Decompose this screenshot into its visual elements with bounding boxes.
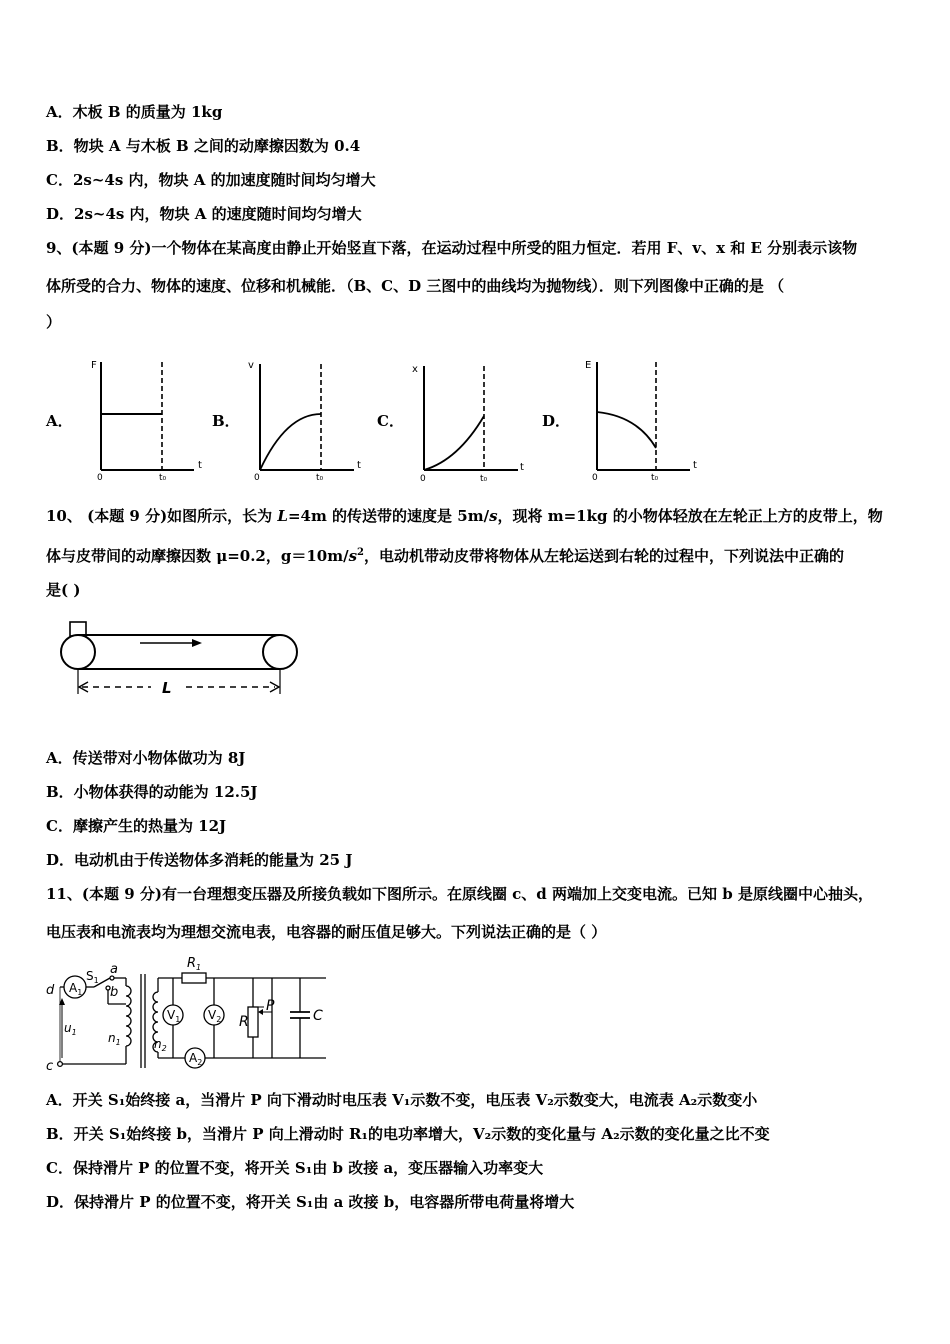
terminal-c-label: c [46, 1059, 54, 1074]
q11-option-b: B．开关 S₁始终接 b，当滑片 P 向上滑动时 R₁的电功率增大，V₂示数的变化量与 A₂示数的变化量之比不变 [46, 1125, 770, 1143]
terminal-a-label: a [110, 962, 118, 977]
resistor-r1-label: $R_1$ [187, 956, 202, 972]
q9-graph-c-yaxis: x [412, 364, 418, 375]
q9-graph-d-t0: t₀ [651, 473, 659, 482]
q9-graph-c-origin: 0 [420, 474, 426, 484]
capacitor-c-label: C [313, 1008, 323, 1024]
q9-stem-line3: ） [46, 313, 62, 331]
q10-option-b: B．小物体获得的动能为 12.5J [46, 783, 258, 801]
q11-stem-line2: 电压表和电流表均为理想交流电表，电容器的耐压值足够大。下列说法正确的是（ ） [46, 923, 607, 941]
q9-stem-line1: 9、(本题 9 分)一个物体在某高度由静止开始竖直下落，在运动过程中所受的阻力恒定．若用 F、v、x 和 E 分别表示该物 [46, 239, 858, 257]
q10-stem-line3: 是( ) [46, 581, 81, 599]
q9-graph-d-xaxis: t [693, 460, 697, 471]
q9-graph-d [582, 356, 702, 482]
q9-graph-c-t0: t₀ [480, 474, 488, 484]
terminal-d-label: d [46, 983, 55, 998]
q9-graph-c-label: C． [377, 412, 404, 430]
q9-graph-b-origin: 0 [254, 473, 260, 482]
terminal-b-label: b [110, 985, 119, 1000]
ammeter-a1-label: $A_1$ [69, 981, 83, 997]
q9-graph-c-xaxis: t [520, 462, 524, 473]
slider-p-label: P [266, 998, 275, 1014]
belt-length-label: L [162, 679, 172, 697]
q9-graph-d-label: D． [542, 412, 571, 430]
q9-graph-a-yaxis: F [91, 360, 97, 371]
switch-s1-label: $S_1$ [86, 969, 99, 985]
q8-option-b: B．物块 A 与木板 B 之间的动摩擦因数为 0.4 [46, 137, 361, 155]
q9-graph-a [86, 356, 206, 482]
voltmeter-v1-label: $V_1$ [167, 1008, 181, 1024]
q10-stem-line1: 10、 (本题 9 分)如图所示，长为 L=4m 的传送带的速度是 5m/s，现将 m=1kg 的小物体轻放在左轮正上方的皮带上，物 [46, 507, 883, 525]
q9-graph-a-t0: t₀ [159, 473, 167, 482]
q8-option-c: C．2s~4s 内，物块 A 的加速度随时间均匀增大 [46, 171, 376, 189]
q9-graph-d-origin: 0 [592, 473, 598, 482]
q10-option-c: C．摩擦产生的热量为 12J [46, 817, 227, 835]
q8-option-a: A．木板 B 的质量为 1kg [46, 103, 223, 121]
q9-stem-line2: 体所受的合力、物体的速度、位移和机械能．（B、C、D 三图中的曲线均为抛物线）．则下列图像中正确的是 （ [46, 277, 785, 295]
rheostat-r-label: R [239, 1014, 249, 1030]
q9-graph-b-xaxis: t [357, 460, 361, 471]
q9-graph-a-origin: 0 [97, 473, 103, 482]
q11-stem-line1: 11、(本题 9 分)有一台理想变压器及所接负载如下图所示。在原线圈 c、d 两端加上交变电流。已知 b 是原线圈中心抽头， [46, 885, 873, 903]
q9-graph-b [246, 356, 366, 482]
voltage-u1-label: $u_1$ [64, 1021, 77, 1037]
q9-graph-a-label: A． [46, 412, 73, 430]
q9-graph-c [408, 360, 528, 486]
q10-stem-line2: 体与皮带间的动摩擦因数 μ=0.2，$g=10m/s^2$，电动机带动皮带将物体从左轮运送到右轮的过程中，下列说法中正确的 [46, 547, 845, 565]
voltmeter-v2-label: $V_2$ [208, 1008, 222, 1024]
transformer-circuit-diagram [44, 952, 334, 1076]
conveyor-belt-diagram [56, 616, 306, 702]
coil-n1-label: $n_1$ [108, 1031, 121, 1047]
q10-option-d: D．电动机由于传送物体多消耗的能量为 25 J [46, 851, 353, 869]
q10-option-a: A．传送带对小物体做功为 8J [46, 749, 246, 767]
q11-option-a: A．开关 S₁始终接 a，当滑片 P 向下滑动时电压表 V₁示数不变，电压表 V₂示数变大，电流表 A₂示数变小 [46, 1091, 758, 1109]
q9-graph-a-xaxis: t [198, 460, 202, 471]
q8-option-d: D．2s~4s 内，物块 A 的速度随时间均匀增大 [46, 205, 362, 223]
q11-option-d: D．保持滑片 P 的位置不变，将开关 S₁由 a 改接 b，电容器所带电荷量将增大 [46, 1193, 575, 1211]
q9-graph-b-yaxis: v [248, 360, 254, 371]
q9-graph-b-t0: t₀ [316, 473, 324, 482]
q9-graph-b-label: B． [212, 412, 240, 430]
coil-n2-label: $n_2$ [154, 1037, 167, 1053]
q9-graph-d-yaxis: E [585, 360, 592, 371]
q11-option-c: C．保持滑片 P 的位置不变，将开关 S₁由 b 改接 a，变压器输入功率变大 [46, 1159, 544, 1177]
ammeter-a2-label: $A_2$ [189, 1051, 203, 1067]
